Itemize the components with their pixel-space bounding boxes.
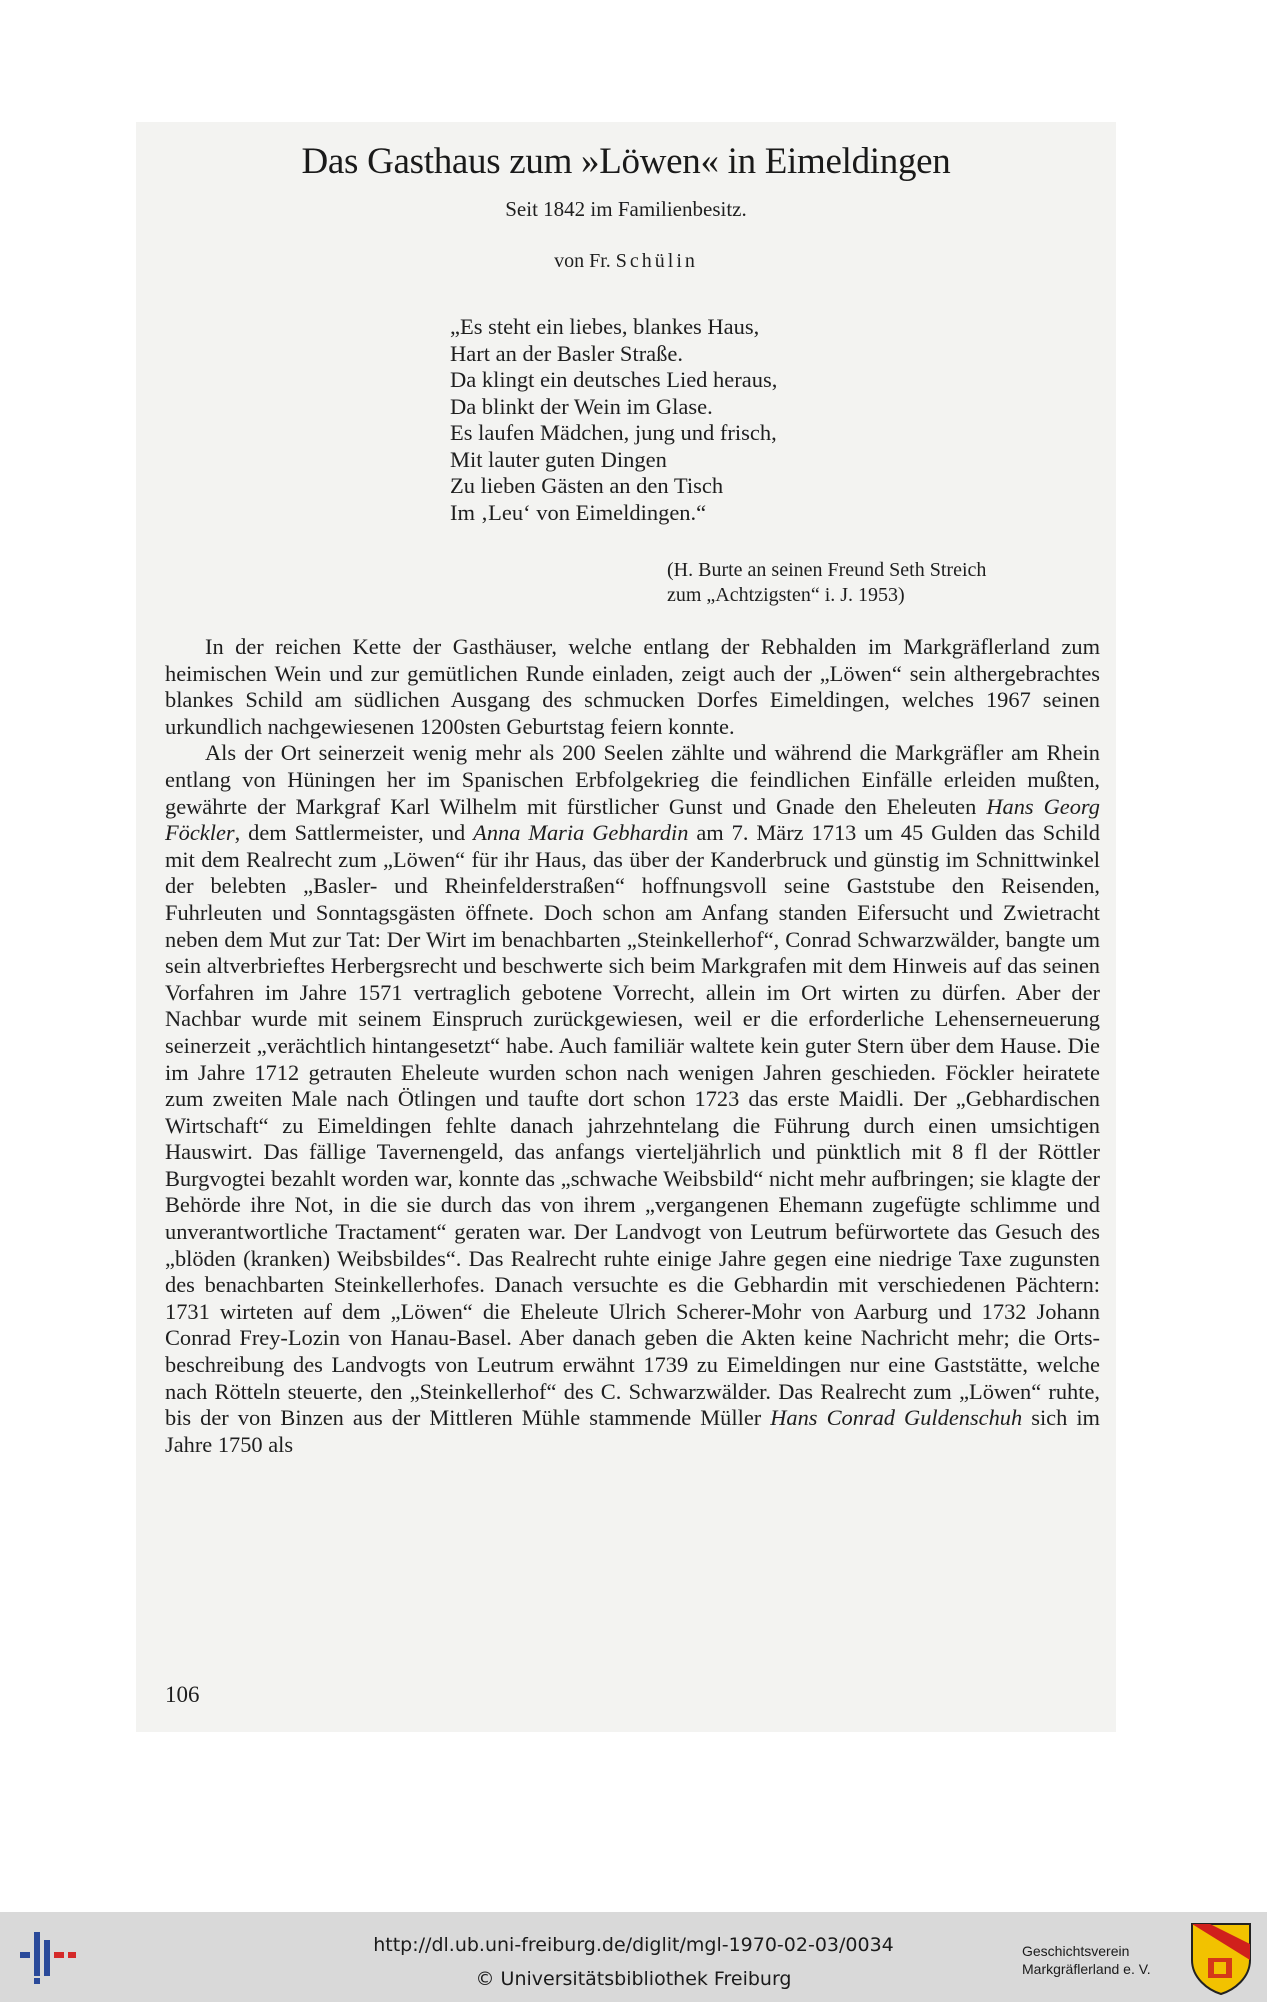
viewer-footer (0, 1912, 1267, 2002)
poem-line: Zu lieben Gästen an den Tisch (450, 473, 724, 498)
poem-line: Hart an der Basler Straße. (450, 340, 684, 366)
poem-line: Es laufen Mädchen, jung und frisch, (450, 420, 777, 445)
page-number: 106 (165, 1682, 200, 1707)
paragraph-2-text: sich im Jahre 1750 als (165, 1405, 1100, 1457)
poem (450, 314, 777, 526)
article-subtitle: Seit 1842 im Familienbesitz. (505, 197, 747, 221)
attribution-line: zum „Achtzigsten“ i. J. 1953) (667, 584, 905, 606)
person-name: Anna Maria Gebhardin (473, 820, 689, 846)
poem-line: „Es steht ein liebes, blankes Haus, (450, 314, 760, 339)
person-name: Hans Conrad Guldenschuh (770, 1405, 1023, 1431)
poem-line: Da blinkt der Wein im Glase. (450, 393, 713, 419)
paragraph-2 (165, 740, 1100, 1458)
author-name: Schülin (615, 250, 698, 272)
paragraph-2-text: , dem Sattlermeister, und (234, 820, 474, 846)
paragraph-2-text: Als der Ort seinerzeit wenig mehr als 200 Seelen zählte und während die Markgräfler am Rhein entlang von Hüningen her im Spanischen Erbfolgekrieg die feindlichen Einfälle erleiden mußten, gewährte der Markgraf Karl Wilhelm mit fürstlicher Gunst und Gnade den Eheleuten (165, 740, 1100, 819)
article-body (165, 634, 1100, 1458)
poem-line: Da klingt ein deutsches Lied heraus, (450, 367, 778, 392)
person-name: Hans Georg Föckler (165, 793, 1100, 846)
copyright-notice: © Universitätsbibliothek Freiburg (475, 1968, 792, 1990)
poem-line: Im ‚Leu‘ von Eimeldingen.“ (450, 499, 707, 525)
poem-attribution (667, 558, 986, 608)
permalink[interactable]: http://dl.ub.uni-freiburg.de/diglit/mgl-1970-02-03/0034 (373, 1934, 894, 1956)
geschichtsverein-crest-icon[interactable] (1188, 1920, 1254, 1996)
paragraph-2-text: am 7. März 1713 um 45 Gulden das Schild mit dem Realrecht zum „Löwen“ für ihr Haus, das über der Kanderbruck und günstig im Schnittwinkel der belebten „Basler- und Rheinfelderstraßen“ hoffnungsvoll seine Gaststube den Reisenden, Fuhrleuten und Sonntagsgästen öffnete. Doch schon am Anfang standen Eifersucht und Zwietracht neben dem Mut zur Tat: Der Wirt im benachbarten „Steinkellerhof“, Conrad Schwarzwälder, bangte um sein altverbrieftes Herbergsrecht und beschwerte sich beim Markgrafen mit dem Hinweis auf das seinen Vorfahren im Jahre 1571 vertraglich gebotene Vorrecht, allein im Ort wirten zu dürfen. Aber der Nachbar wurde mit seinem Einspruch zurückgewiesen, weil er die erforderliche Lehenserneuerung seinerzeit „verächtlich hintangesetzt“ habe. Auch familiär waltete kein guter Stern über dem Hause. Die im Jahre 1712 getrauten Eheleute wurden schon nach wenigen Jahren geschieden. Föckler heiratete zum zweiten Male nach Ötlingen und taufte dort schon 1723 das erste Maidli. Der „Gebhardischen Wirtschaft“ zu Eimeldingen fehlte danach jahrzehntelang die Führung durch einen umsichtigen Hauswirt. Das fällige Tavernengeld, das anfangs vierteljährlich und pünktlich mit 8 fl der Röttler Burgvogtei bezahlt worden war, konnte das „schwache Weibsbild“ nicht mehr aufbringen; sie klagte der Behörde ihre Not, in die sie durch das von ihrem „vergangenen Ehemann zugefügte schlimme und unverantwortliche Tractament“ geraten war. Der Landvogt von Leutrum befürwortete das Gesuch des „blöden (kranken) Weibsbildes“. Das Realrecht ruhte einige Jahre gegen eine niedrige Taxe zugunsten des benachbarten Steinkellerhofes. Danach versuchte es die Gebhardin mit verschiedenen Pächtern: 1731 wirteten auf dem „Löwen“ die Eheleute Ulrich Scherer-Mohr von Aarburg und 1732 Johann Conrad Frey-Lozin von Hanau-Basel. Aber danach geben die Akten keine Nachricht mehr; die Ortsbeschreibung des Landvogts von Leutrum erwähnt 1739 zu Eimeldingen nur eine Gaststätte, welche nach Rötteln steuerte, den „Steinkellerhof“ des C. Schwarzwälder. Das Realrecht zum „Löwen“ ruhte, bis der von Binzen aus der Mittleren Mühle stammende Müller (165, 820, 1100, 1431)
article-title: Das Gasthaus zum »Löwen« in Eimeldingen (301, 141, 951, 182)
society-line: Geschichtsverein (1022, 1943, 1130, 1959)
society-name (1022, 1942, 1182, 1978)
poem-line: Mit lauter guten Dingen (450, 446, 667, 472)
paragraph-1: In der reichen Kette der Gasthäuser, welche entlang der Rebhalden im Markgräflerland zum heimischen Wein und zur gemütlichen Runde einladen, zeigt auch der „Löwen“ sein althergebrachtes blankes Schild am südlichen Ausgang des schmucken Dorfes Eimeldingen, welches 1967 seinen urkundlich nachgewiesenen 1200sten Geburtstag feiern konnte. (165, 634, 1100, 739)
byline (136, 250, 1116, 273)
byline-prefix: von Fr. (554, 250, 616, 272)
society-line: Markgräflerland e. V. (1022, 1961, 1151, 1977)
attribution-line: (H. Burte an seinen Freund Seth Streich (667, 559, 987, 581)
